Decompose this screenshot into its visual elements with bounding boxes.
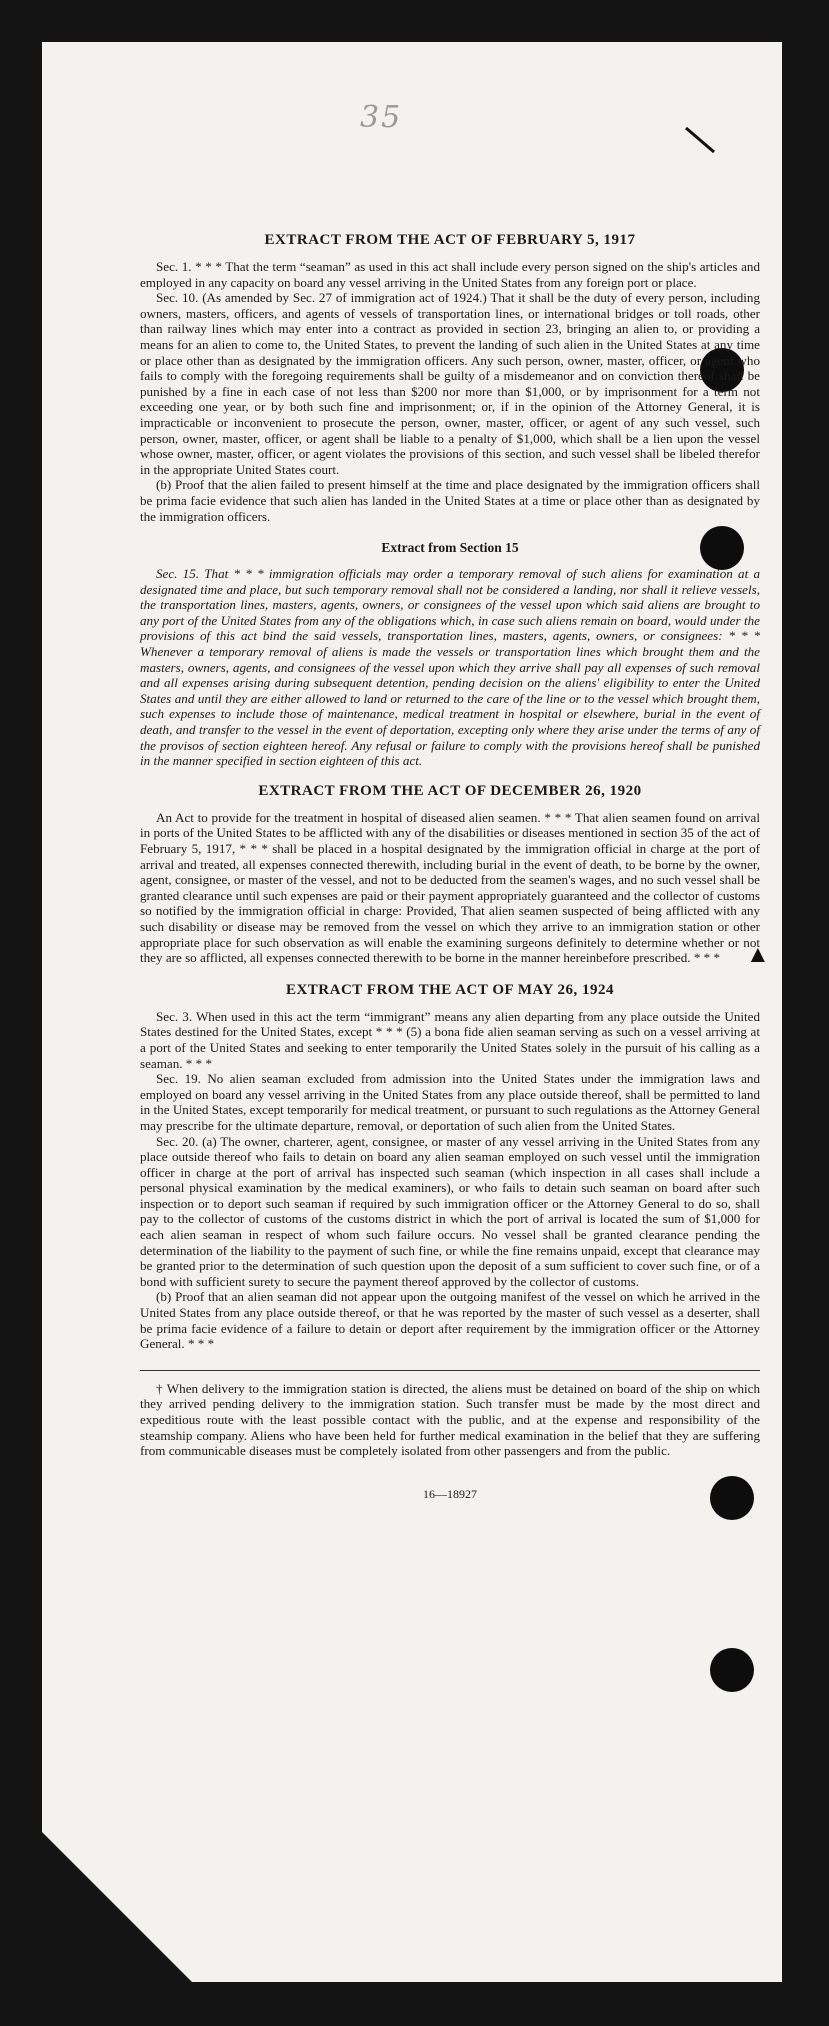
document-body: [140, 232, 760, 1502]
form-number: 16—18927: [423, 1486, 477, 1501]
torn-corner: [42, 1832, 212, 1982]
handwritten-page-mark: 35: [360, 100, 403, 135]
paragraph-1917-sec-10: Sec. 10. (As amended by Sec. 27 of immigration act of 1924.) That it shall be the duty of every person, including owners, masters, officers, and agents of vessels of transportation lines, or international bridges or toll roads, other than railway lines which may enter into a contract as provided in section 23, bringing an alien to, or providing a means for an alien to come to, the United States, to prevent the landing of such alien in the United States at any time or place other than as designated by the immigration officers. Any such person, owner, master, officer, or agent who fails to comply with the foregoing requirements shall be guilty of a misdemeanor and on conviction thereof shall be punished by a fine in each case of not less than $200 nor more than $1,000, or by imprisonment for a term not exceeding one year, or by both such fine and imprisonment; or, if in the opinion of the Attorney General, it is impracticable or inconvenient to prosecute the person, owner, master, officer, or agent of any such vessel, such person, owner, master, officer, or agent shall be liable to a penalty of $1,000, which shall be a lien upon the vessel whose owner, master, officer, or agent violates the provisions of this section, and such vessel shall be libeled therefor in the appropriate United States court.: [140, 290, 760, 477]
paragraph-1920-act: An Act to provide for the treatment in hospital of diseased alien seamen. * * * That alien seamen found on arrival in ports of the United States to be afflicted with any of the disabilities or diseases mentioned in section 35 of the act of February 5, 1917, * * * shall be placed in a hospital designated by the immigration official in charge at the port of arrival and treated, all expenses connected therewith, including burial in the event of death, to be borne by the owner, agent, consignee, or master of the vessel, and not to be deducted from the seamen's wages, and no such vessel shall be granted clearance until such expenses are paid or their payment appropriately guaranteed and the collector of customs so notified by the immigration official in charge: Provided, That alien seamen suspected of being afflicted with any such disability or disease may be removed from the vessel on which they arrive to an immigration station or other appropriate place for such observation as will enable the examining surgeons definitely to determine whether or not they are so afflicted, all expenses connected therewith to be borne in the manner hereinbefore prescribed. * * *: [140, 809, 760, 966]
paragraph-1924-sec-3: Sec. 3. When used in this act the term “immigrant” means any alien departing from any place outside the United States destined for the United States, except * * * (5) a bona fide alien seaman serving as such on a vessel arriving at a port of the United States and seeking to enter temporarily the United States solely in the pursuit of his calling as a seaman. * * *: [140, 1008, 760, 1071]
margin-arrow-icon: ▲: [746, 942, 770, 968]
pen-stroke-mark: [682, 122, 722, 162]
paragraph-1924-sec-20-a: Sec. 20. (a) The owner, charterer, agent, consignee, or master of any vessel arriving in the United States from any place outside thereof who fails to detain on board any alien seaman employed on such vessel until the immigration officer in charge at the port of arrival has inspected such seaman (which inspection in all cases shall include a personal physical examination by the medical examiners), or who fails to detain such seaman on board after such inspection or to deport such seaman if required by such immigration officer or the Attorney General to do so, shall pay to the collector of customs of the customs district in which the port of arrival is located the sum of $1,000 for each alien seaman in respect of whom such failure occurs. No vessel shall be granted clearance pending the determination of the liability to the payment of such fine, or while the fine remains unpaid, except that clearance may be granted prior to the determination of such question upon the deposit of a sum sufficient to cover such fine, or of a bond with sufficient surety to secure the payment thereof approved by the collector of customs.: [140, 1133, 760, 1289]
document-page: [42, 42, 782, 1982]
paragraph-1917-sec-1: Sec. 1. * * * That the term “seaman” as used in this act shall include every person signed on the ship's articles and employed in any capacity on board any vessel arriving in the United States from any foreign port or place.: [140, 259, 760, 290]
footnote-divider: [140, 1370, 760, 1371]
footnote: † When delivery to the immigration station is directed, the aliens must be detained on board of the ship on which they arrived pending delivery to the immigration station. Such transfer must be made by the most direct and expeditious route with the least possible contact with the public, and at the expense and responsibility of the steamship company. Aliens who have been held for further medical examination in the belief that they are suffering from communicable diseases must be completely isolated from other passengers and from the public.: [140, 1380, 760, 1459]
heading-act-1920: EXTRACT FROM THE ACT OF DECEMBER 26, 1920: [258, 782, 642, 799]
paragraph-1917-sec-10-b: (b) Proof that the alien failed to present himself at the time and place designated by the immigration officers shall be prima facie evidence that such alien has landed in the United States at a time or place other than as designated by the immigration officers.: [140, 477, 760, 524]
heading-section-15: Extract from Section 15: [381, 540, 519, 556]
punch-hole-bottom-2: [710, 1648, 754, 1692]
heading-act-1924: EXTRACT FROM THE ACT OF MAY 26, 1924: [285, 981, 615, 998]
heading-act-1917: EXTRACT FROM THE ACT OF FEBRUARY 5, 1917: [264, 232, 636, 248]
paragraph-1924-sec-20-b: (b) Proof that an alien seaman did not appear upon the outgoing manifest of the vessel on which he arrived in the United States from any place outside thereof, or that he was reported by the master of such vessel as a deserter, shall be prima facie evidence of a failure to detain or deport after requirement by the immigration officer or the Attorney General. * * *: [140, 1289, 760, 1352]
paragraph-sec-15: Sec. 15. That * * * immigration officials may order a temporary removal of such aliens for examination at a designated time and place, but such temporary removal shall not be considered a landing, nor shall it relieve vessels, the transportation lines, masters, agents, owners, or consignees of the vessel upon which said aliens are brought to any port of the United States from any of the obligations which, in case such aliens remain on board, would under the provisions of this act bind the said vessels, transportation lines, masters, agents, owners, or consignees: * * * Whenever a temporary removal of aliens is made the vessels or transportation lines which brought them and the masters, owners, agents, and consignees of the vessel upon which they arrive shall pay all expenses of such removal and all expenses arising during subsequent detention, pending decision on the aliens' eligibility to enter the United States and until they are either allowed to land or returned to the care of the line or to the vessel which brought them, such expenses to include those of maintenance, medical treatment in hospital or elsewhere, burial in the event of death, and transfer to the vessel in the event of deportation, excepting only where they arise under the terms of any of the provisos of section eighteen hereof. Any refusal or failure to comply with the provisions hereof shall be punished in the manner specified in section eighteen of this act.: [140, 566, 760, 769]
paragraph-1924-sec-19: Sec. 19. No alien seaman excluded from admission into the United States under the immigration laws and employed on board any vessel arriving in the United States from any place outside thereof, shall be permitted to land in the United States, except temporarily for medical treatment, or pursuant to such regulations as the Attorney General may prescribe for the ultimate departure, removal, or deportation of such alien from the United States.: [140, 1071, 760, 1133]
